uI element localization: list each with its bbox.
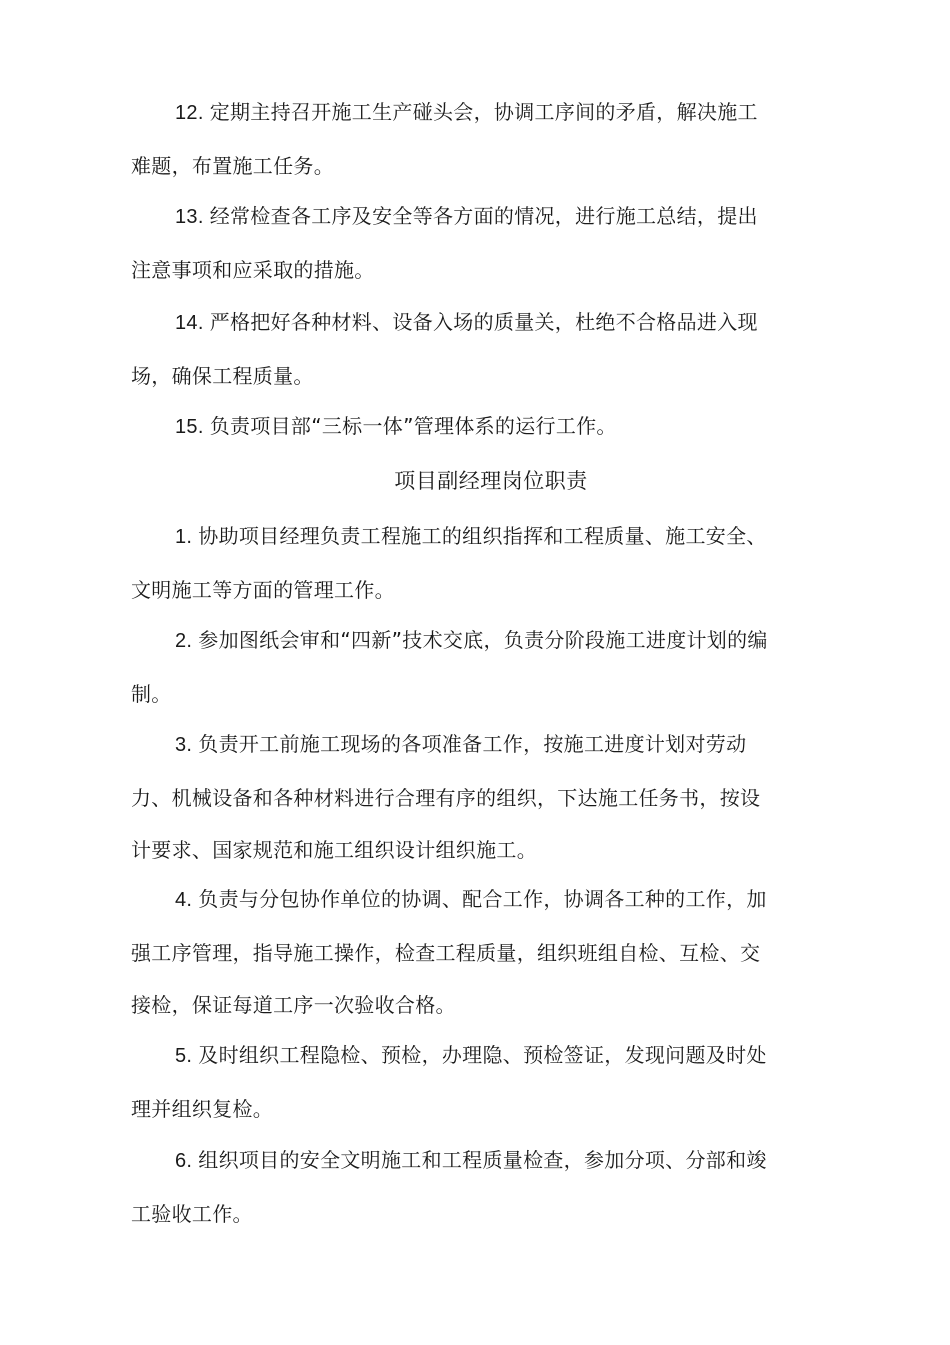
paragraph-number: 4. [175,889,193,911]
paragraph-15 [131,400,776,454]
paragraph-text: 严格把好各种材料、设备入场的质量关，杜绝不合格品进入现场，确保工程质量。 [131,310,758,388]
paragraph-text: 协助项目经理负责工程施工的组织指挥和工程质量、施工安全、文明施工等方面的管理工作。 [131,524,767,602]
paragraph-3 [131,718,776,877]
paragraph-12 [131,86,776,192]
paragraph-13 [131,190,776,296]
paragraph-5 [131,1029,776,1135]
paragraph-text: 定期主持召开施工生产碰头会，协调工序间的矛盾，解决施工难题，布置施工任务。 [131,100,758,178]
paragraph-text: 参加图纸会审和“四新”技术交底，负责分阶段施工进度计划的编制。 [131,628,768,706]
paragraph-number: 3. [175,734,193,756]
paragraph-6 [131,1134,776,1240]
paragraph-number: 2. [175,630,193,652]
paragraph-number: 5. [175,1045,193,1067]
paragraph-text: 负责开工前施工现场的各项准备工作，按施工进度计划对劳动力、机械设备和各种材料进行合理有序的组织，下达施工任务书，按设计要求、国家规范和施工组织设计组织施工。 [131,732,761,862]
paragraph-text: 负责与分包协作单位的协调、配合工作，协调各工种的工作，加强工序管理，指导施工操作，检查工程质量，组织班组自检、互检、交接检，保证每道工序一次验收合格。 [131,887,767,1017]
paragraph-number: 13. [175,206,204,228]
section-heading: 项目副经理岗位职责 [394,469,588,493]
paragraph-number: 15. [175,416,204,438]
paragraph-number: 14. [175,312,204,334]
paragraph-text: 经常检查各工序及安全等各方面的情况，进行施工总结，提出注意事项和应采取的措施。 [131,204,758,282]
paragraph-2 [131,614,776,720]
paragraph-4 [131,873,776,1032]
paragraph-number: 12. [175,102,204,124]
paragraph-text: 组织项目的安全文明施工和工程质量检查，参加分项、分部和竣工验收工作。 [131,1148,767,1226]
paragraph-text: 负责项目部“三标一体”管理体系的运行工作。 [209,414,617,438]
paragraph-number: 1. [175,526,193,548]
paragraph-14 [131,296,776,402]
paragraph-1 [131,510,776,616]
paragraph-number: 6. [175,1150,193,1172]
paragraph-text: 及时组织工程隐检、预检，办理隐、预检签证，发现问题及时处理并组织复检。 [131,1043,767,1121]
